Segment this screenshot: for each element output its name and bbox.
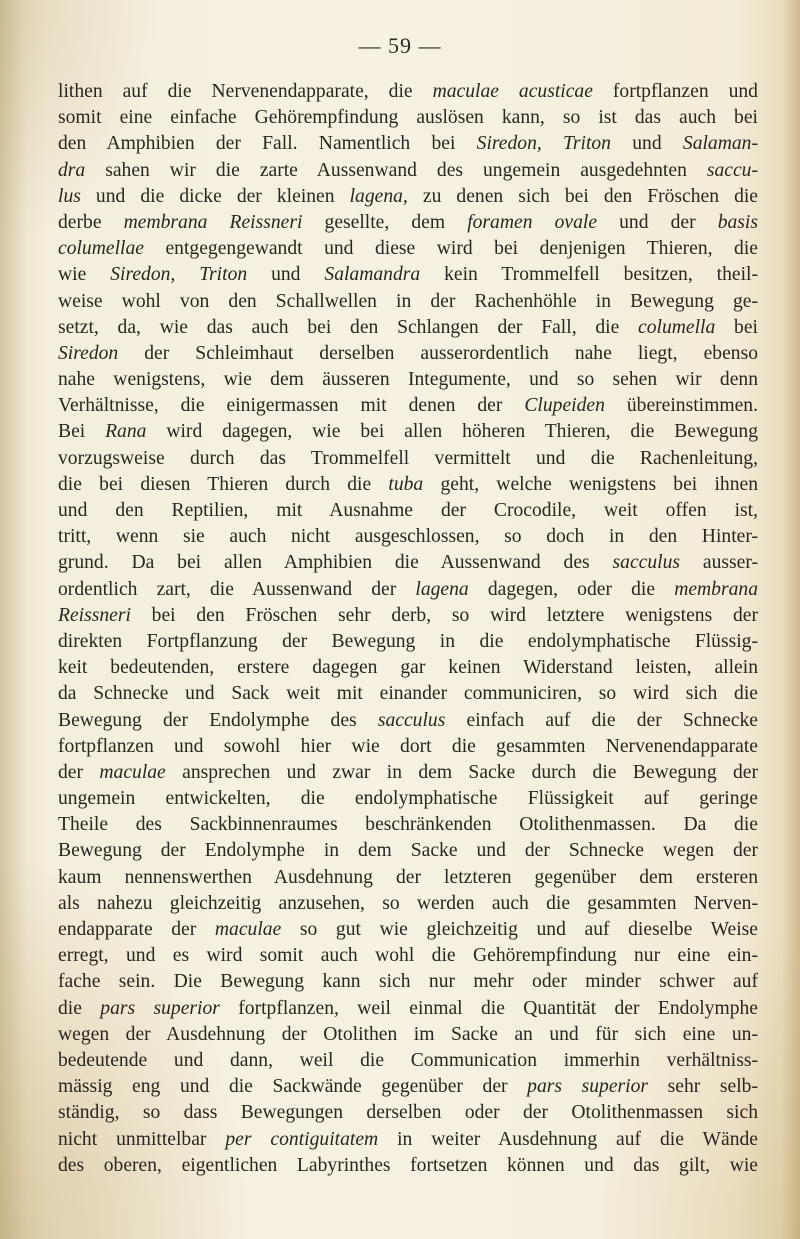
italic-term: Siredon, Triton — [476, 133, 611, 155]
italic-term: columellae — [58, 238, 144, 260]
text-run: so gut wie gleichzeitig und auf dieselbe Weise — [281, 919, 758, 940]
text-line — [58, 158, 758, 184]
text-line — [58, 996, 758, 1022]
italic-term: Reissneri — [58, 604, 131, 626]
text-run: Bewegung der Endolymphe in dem Sacke und der Schnecke wegen der — [58, 840, 758, 862]
text-line — [58, 1127, 758, 1153]
text-line — [58, 236, 758, 262]
text-run: tritt, wenn sie auch nicht ausgeschlossen, so doch in den Hinter- — [58, 526, 758, 548]
text-run: der Schleimhaut derselben ausserordentlich nahe liegt, ebenso — [118, 342, 758, 364]
text-run: übereinstimmen. — [604, 395, 758, 417]
text-line — [58, 184, 758, 210]
text-run: kein Trommelfell besitzen, theil- — [420, 264, 758, 286]
text-line — [58, 708, 758, 734]
text-run: Bewegung der Endolymphe des — [58, 709, 378, 731]
text-line — [58, 917, 758, 943]
text-run: wegen der Ausdehnung der Otolithen im Sacke an und für sich eine un- — [58, 1023, 758, 1045]
text-run: und — [247, 264, 325, 286]
italic-term: Clupeiden — [524, 395, 605, 417]
italic-term: Salamandra — [324, 264, 421, 286]
text-line — [58, 131, 758, 157]
italic-term: membrana Reissneri — [123, 211, 303, 233]
italic-term: sacculus — [612, 552, 681, 574]
text-line — [58, 79, 758, 105]
italic-term: Siredon — [58, 342, 119, 364]
text-run: keit bedeutenden, erstere dagegen gar keinen Widerstand leisten, allein — [58, 657, 758, 679]
text-run: endapparate der — [58, 919, 215, 940]
text-run: bedeutende und dann, weil die Communication immerhin verhältniss- — [58, 1049, 758, 1071]
text-run: die — [58, 997, 101, 1019]
text-run: geht, welche wenigstens bei ihnen — [423, 473, 758, 495]
text-run: fortpflanzen, weil einmal die Quantität der Endolymphe — [219, 997, 759, 1019]
text-run: weise wohl von den Schallwellen in der Rachenhöhle in Bewegung ge- — [58, 290, 758, 312]
text-line — [58, 943, 758, 969]
text-line — [58, 760, 758, 786]
italic-term: tuba — [388, 473, 424, 495]
text-run: derbe — [58, 211, 124, 233]
italic-term: lus — [58, 185, 81, 207]
text-run: ordentlich zart, die Aussenwand der — [58, 578, 416, 600]
text-run: bei den Fröschen sehr derb, so wird letztere wenigstens der — [130, 604, 758, 626]
italic-term: Siredon, Triton — [110, 264, 248, 286]
text-run: sahen wir die zarte Aussenwand des ungemein ausgedehnten — [85, 159, 707, 181]
text-run: des oberen, eigentlichen Labyrinthes fortsetzen können und das gilt, wie — [58, 1154, 758, 1176]
text-run: lithen auf die Nervenendapparate, die — [58, 81, 433, 102]
text-run: den Amphibien der Fall. Namentlich bei — [58, 133, 477, 155]
text-run: fache sein. Die Bewegung kann sich nur mehr oder minder schwer auf — [58, 971, 758, 993]
text-line — [58, 105, 758, 131]
text-run: wird dagegen, wie bei allen höheren Thieren, die Bewegung — [146, 421, 759, 443]
text-line — [58, 655, 758, 681]
italic-term: lagena, — [349, 185, 408, 207]
text-line — [58, 681, 758, 707]
italic-term: Rana — [105, 421, 147, 443]
page-edge-shadow-right — [782, 0, 800, 1239]
text-line — [58, 446, 758, 472]
italic-term: lagena — [415, 578, 469, 600]
text-line — [58, 1022, 758, 1048]
text-run: nicht unmittelbar — [58, 1128, 226, 1150]
text-run: ständig, so dass Bewegungen derselben oder der Otolithenmassen sich — [58, 1102, 758, 1124]
italic-term: Salaman- — [682, 133, 758, 155]
text-run: ungemein entwickelten, die endolymphatische Flüssigkeit auf geringe — [58, 788, 758, 810]
text-run: der — [58, 761, 100, 783]
text-line — [58, 786, 758, 812]
italic-term: basis — [717, 211, 758, 233]
text-line — [58, 367, 758, 393]
text-run: grund. Da bei allen Amphibien die Aussenwand des — [58, 552, 613, 574]
text-line — [58, 524, 758, 550]
text-line — [58, 838, 758, 864]
text-line — [58, 865, 758, 891]
text-run: vorzugsweise durch das Trommelfell vermittelt und die Rachenleitung, — [58, 447, 758, 469]
text-run: und den Reptilien, mit Ausnahme der Crocodile, weit offen ist, — [58, 500, 758, 521]
text-run: fortpflanzen und — [592, 81, 758, 102]
text-run: ausser- — [680, 552, 758, 574]
text-run: nahe wenigstens, wie dem äusseren Integumente, und so sehen wir denn — [58, 369, 758, 391]
text-run: in weiter Ausdehnung auf die Wände — [378, 1128, 758, 1150]
text-line — [58, 734, 758, 760]
italic-term: pars superior — [100, 997, 220, 1019]
italic-term: pars superior — [527, 1076, 649, 1098]
italic-term: per contiguitatem — [225, 1128, 379, 1150]
text-run: fortpflanzen und sowohl hier wie dort die gesammten Nervenendapparate — [58, 735, 758, 757]
text-run: einfach auf die der Schnecke — [445, 709, 758, 731]
text-run: die bei diesen Thieren durch die — [58, 473, 389, 495]
italic-term: columella — [638, 316, 716, 338]
text-line — [58, 393, 758, 419]
text-line — [58, 419, 758, 445]
text-run: und — [610, 133, 683, 155]
italic-term: sacculus — [377, 709, 446, 731]
text-run: und der — [597, 211, 718, 233]
text-line — [58, 1048, 758, 1074]
italic-term: maculae — [214, 919, 282, 940]
text-run: entgegengewandt und diese wird bei denjenigen Thieren, die — [143, 238, 758, 260]
text-line — [58, 1100, 758, 1126]
text-run: sehr selb- — [648, 1076, 758, 1098]
text-run: setzt, da, wie das auch bei den Schlangen der Fall, die — [58, 316, 639, 338]
text-run: dagegen, oder die — [468, 578, 675, 600]
text-run: wie — [58, 264, 111, 286]
text-run: somit eine einfache Gehörempfindung auslösen kann, so ist das auch bei — [58, 107, 758, 129]
text-run: kaum nennenswerthen Ausdehnung der letzteren gegenüber dem ersteren — [58, 866, 758, 888]
text-line — [58, 891, 758, 917]
text-line — [58, 629, 758, 655]
text-line — [58, 315, 758, 341]
body-text — [58, 79, 758, 1179]
text-run: direkten Fortpflanzung der Bewegung in die endolymphatische Flüssig- — [58, 630, 758, 652]
text-run: Theile des Sackbinnenraumes beschränkenden Otolithenmassen. Da die — [58, 814, 758, 836]
italic-term: maculae acusticae — [432, 81, 593, 102]
text-run: zu denen sich bei den Fröschen die — [407, 185, 759, 207]
text-run: Bei — [58, 421, 106, 443]
text-run: Verhältnisse, die einigermassen mit denen der — [58, 395, 525, 417]
text-run: erregt, und es wird somit auch wohl die Gehörempfindung nur eine ein- — [58, 945, 758, 967]
text-line — [58, 289, 758, 315]
text-run: als nahezu gleichzeitig anzusehen, so werden auch die gesammten Nerven- — [58, 892, 758, 914]
text-line — [58, 1074, 758, 1100]
page-number: — 59 — — [358, 33, 442, 58]
text-line — [58, 472, 758, 498]
text-run: und die dicke der kleinen — [80, 185, 350, 207]
text-line — [58, 550, 758, 576]
italic-term: membrana — [674, 578, 758, 600]
text-run: ansprechen und zwar in dem Sacke durch die Bewegung der — [165, 761, 758, 783]
text-run: da Schnecke und Sack weit mit einander communiciren, so wird sich die — [58, 683, 758, 705]
italic-term: saccu- — [706, 159, 758, 181]
text-line — [58, 262, 758, 288]
text-line — [58, 969, 758, 995]
text-line — [58, 1153, 758, 1179]
text-run: gesellte, dem — [302, 211, 468, 233]
text-run: bei — [715, 316, 758, 338]
text-line — [58, 210, 758, 236]
text-run: mässig eng und die Sackwände gegenüber der — [58, 1076, 528, 1098]
text-line — [58, 577, 758, 603]
page-edge-shadow-left — [0, 0, 26, 1239]
text-line — [58, 498, 758, 524]
italic-term: dra — [58, 159, 86, 181]
text-line — [58, 341, 758, 367]
italic-term: foramen ovale — [467, 211, 598, 233]
text-line — [58, 603, 758, 629]
text-line — [58, 812, 758, 838]
italic-term: maculae — [99, 761, 166, 783]
